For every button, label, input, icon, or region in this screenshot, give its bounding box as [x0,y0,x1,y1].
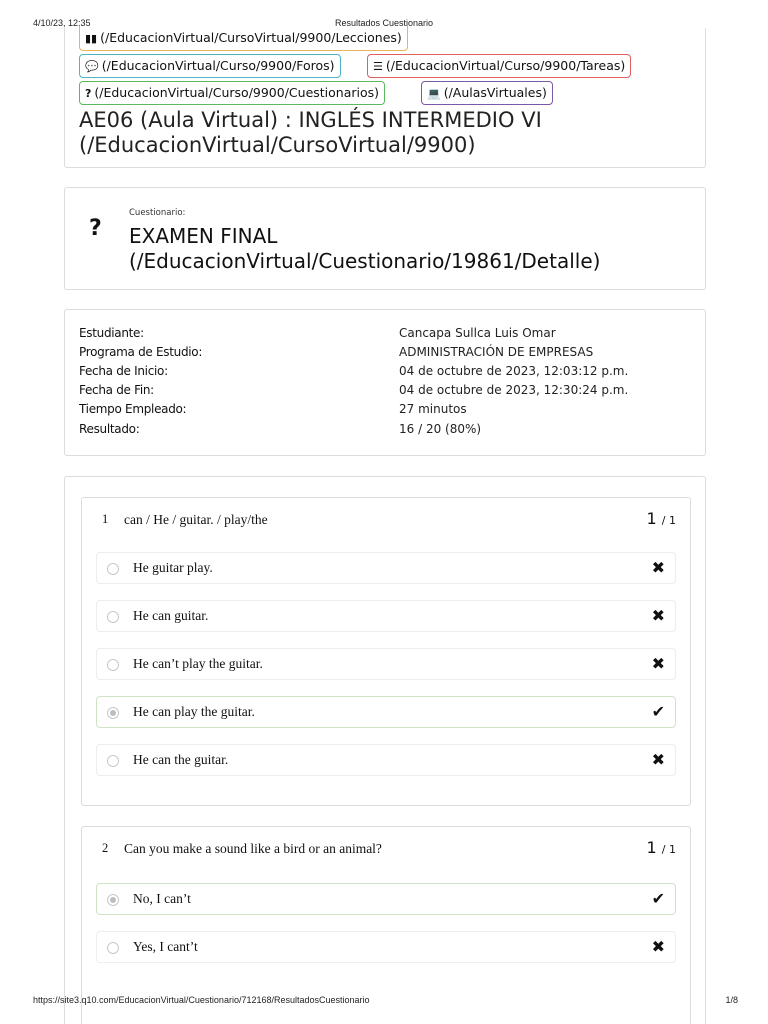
radio-button[interactable] [107,659,119,671]
option-text: No, I can’t [133,891,191,906]
info-row-result [79,422,689,441]
result-info-card [64,309,706,456]
score-value: 1 [646,509,657,528]
info-value: 27 minutos [399,402,467,416]
foros-link[interactable] [79,54,341,78]
question-text: can / He / guitar. / play/the [124,512,268,527]
print-url: https://site3.q10.com/EducacionVirtual/Cuestionario/712168/ResultadosCuestionario [33,995,370,1005]
answer-option[interactable] [96,744,676,776]
info-value: 16 / 20 (80%) [399,422,482,436]
course-title[interactable]: AE06 (Aula Virtual) : INGLÉS INTERMEDIO VI (/EducacionVirtual/CursoVirtual/9900) [79,108,542,157]
info-row-end [79,383,689,402]
info-value: 04 de octubre de 2023, 12:03:12 p.m. [399,364,629,378]
question-number: 2 [102,841,109,855]
course-card [64,28,706,168]
info-row-time [79,402,689,421]
print-date: 4/10/23, 12:35 [33,18,91,28]
questions-card [64,476,706,1024]
question-score [647,509,676,528]
radio-button[interactable] [107,942,119,954]
tareas-link-label: (/EducacionVirtual/Curso/9900/Tareas) [385,58,626,73]
check-icon: ✔ [651,702,665,721]
print-footer [0,995,768,1009]
answer-option[interactable] [96,931,676,963]
question-text: Can you make a sound like a bird or an animal? [124,841,382,856]
wrong-icon: ✖ [651,606,665,625]
wrong-icon: ✖ [651,558,665,577]
radio-button[interactable] [107,611,119,623]
radio-button-checked[interactable] [107,707,119,719]
cuestionarios-link[interactable] [79,81,385,105]
info-value: ADMINISTRACIÓN DE EMPRESAS [399,345,594,359]
radio-button-checked[interactable] [107,894,119,906]
answer-option-selected[interactable] [96,696,676,728]
option-text: He guitar play. [133,560,213,575]
answer-option[interactable] [96,648,676,680]
radio-button[interactable] [107,563,119,575]
info-key: Fecha de Inicio: [79,364,168,378]
foros-link-label: (/EducacionVirtual/Curso/9900/Foros) [101,58,335,73]
info-value: 04 de octubre de 2023, 12:30:24 p.m. [399,383,629,397]
question-number: 1 [102,512,109,526]
info-key: Estudiante: [79,326,144,340]
cuestionarios-link-label: (/EducacionVirtual/Curso/9900/Cuestionarios) [94,85,380,100]
question-icon: ? [89,216,102,241]
question-card [81,497,691,806]
aulas-link-label: (/AulasVirtuales) [443,85,547,100]
book-icon: ▮▮ [85,32,98,45]
info-row-start [79,364,689,383]
tasks-icon: ☰ [373,60,383,73]
option-text: He can the guitar. [133,752,229,767]
print-page-number: 1/8 [725,995,738,1005]
exam-label: Cuestionario: [129,208,186,218]
info-key: Fecha de Fin: [79,383,154,397]
option-text: He can play the guitar. [133,704,255,719]
score-total: / 1 [661,843,676,856]
radio-button[interactable] [107,755,119,767]
answer-option-selected[interactable] [96,883,676,915]
wrong-icon: ✖ [651,937,665,956]
question-score [647,838,676,857]
info-row-program [79,345,689,364]
lecciones-link-label: (/EducacionVirtual/CursoVirtual/9900/Lecciones) [100,30,402,45]
option-text: He can guitar. [133,608,209,623]
answer-option[interactable] [96,552,676,584]
info-key: Tiempo Empleado: [79,402,187,416]
exam-title[interactable]: EXAMEN FINAL (/EducacionVirtual/Cuestionario/19861/Detalle) [129,224,601,273]
laptop-icon: 💻 [427,87,441,100]
tareas-link[interactable] [367,54,631,78]
aulas-link[interactable] [421,81,553,105]
wrong-icon: ✖ [651,654,665,673]
check-icon: ✔ [651,889,665,908]
info-key: Programa de Estudio: [79,345,203,359]
score-value: 1 [646,838,657,857]
option-text: Yes, I cant’t [133,939,198,954]
score-total: / 1 [661,514,676,527]
wrong-icon: ✖ [651,750,665,769]
option-text: He can’t play the guitar. [133,656,263,671]
lecciones-link[interactable] [79,26,408,51]
info-key: Resultado: [79,422,140,436]
info-value: Cancapa Sullca Luis Omar [399,326,556,340]
info-row-student [79,326,689,345]
comments-icon: 💬 [85,60,99,73]
answer-option[interactable] [96,600,676,632]
print-title: Resultados Cuestionario [334,18,434,28]
exam-card [64,187,706,290]
question-icon: ? [85,87,92,100]
